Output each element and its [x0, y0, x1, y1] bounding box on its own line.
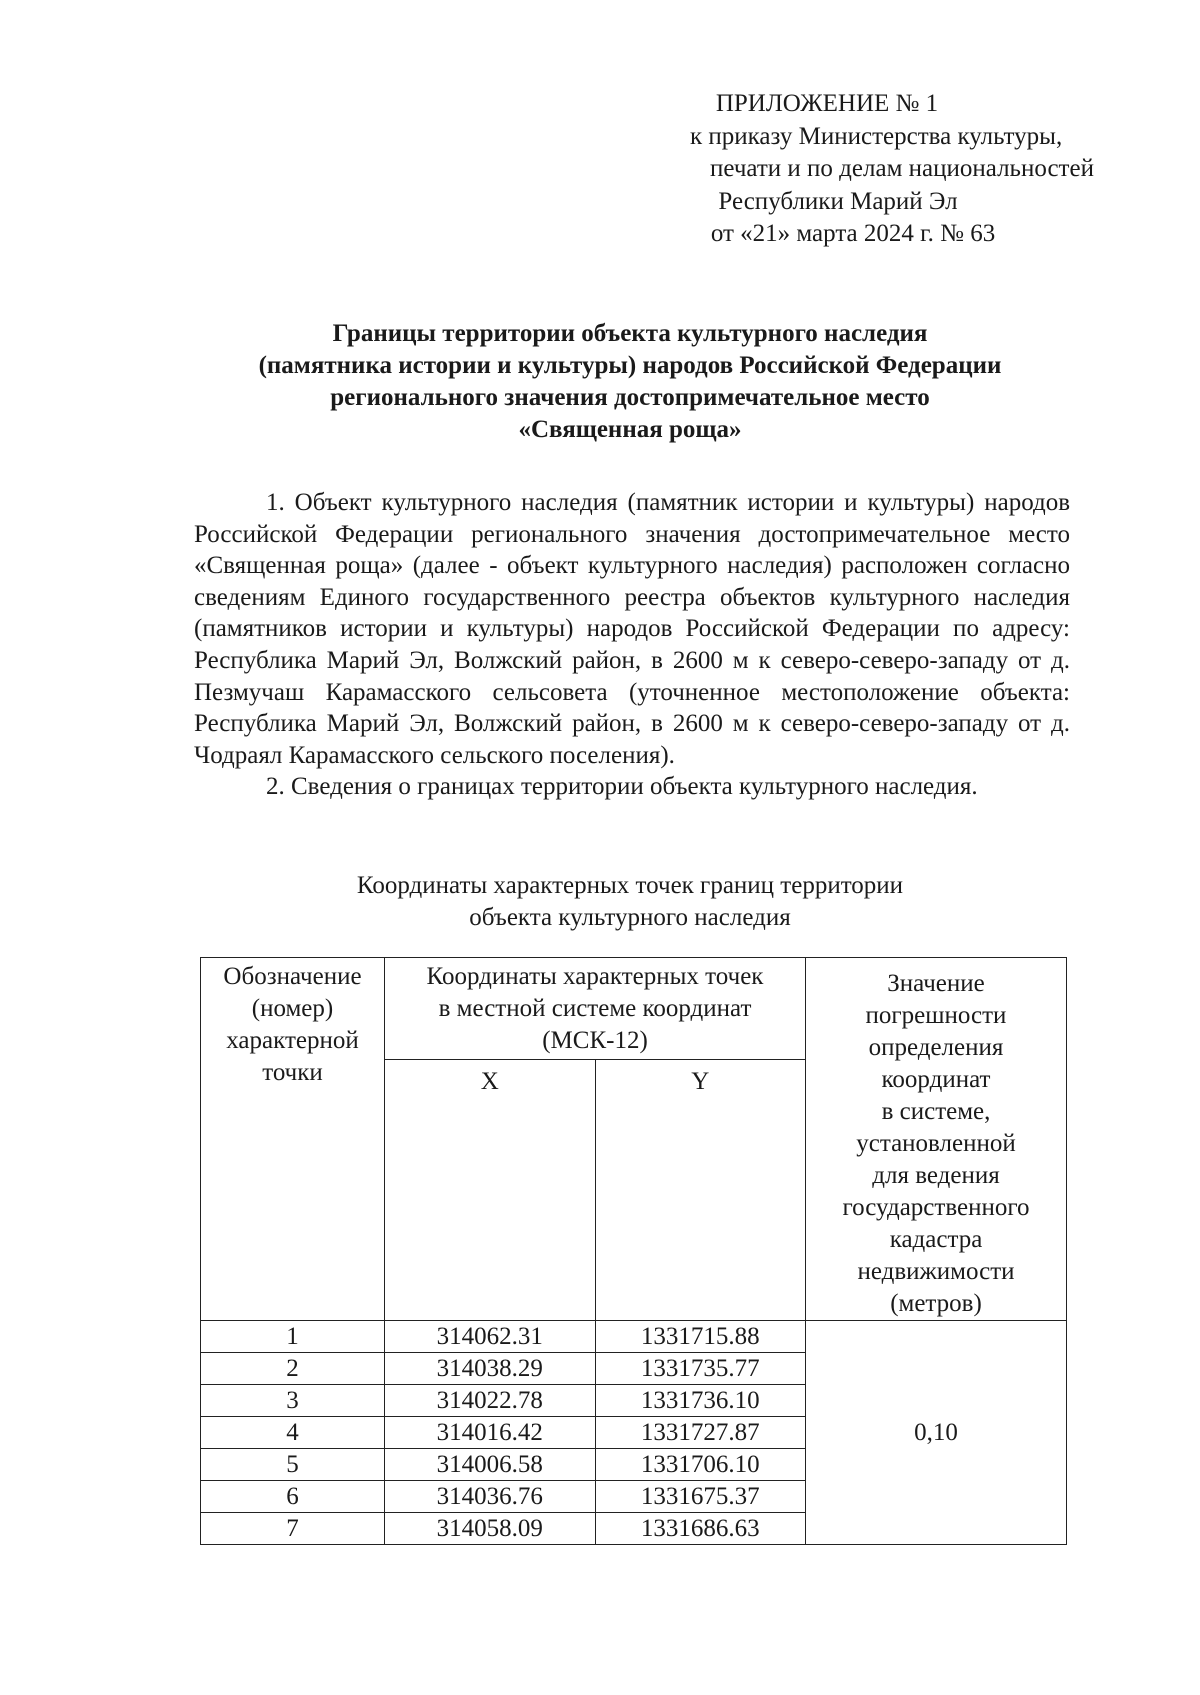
cell-y: 1331715.88	[595, 1321, 806, 1353]
cell-x: 314022.78	[385, 1385, 596, 1417]
header-point-line: характерной	[226, 1027, 359, 1054]
table-caption-line: Координаты характерных точек границ территории	[356, 872, 904, 899]
cell-y: 1331675.37	[595, 1481, 806, 1513]
cell-x: 314016.42	[385, 1417, 596, 1449]
header-error-line: координат	[881, 1066, 991, 1093]
header-y-cell: Y	[595, 1059, 806, 1320]
table-header-row	[201, 958, 1067, 1060]
cell-y: 1331727.87	[595, 1417, 806, 1449]
header-point-line: (номер)	[251, 995, 334, 1022]
header-error-cell	[806, 958, 1067, 1321]
paragraph-boundaries: 2. Сведения о границах территории объекта культурного наследия.	[266, 773, 978, 801]
header-point-line: Обозначение	[223, 963, 362, 990]
cell-x: 314006.58	[385, 1449, 596, 1481]
appendix-ministry-line: печати и по делам национальностей	[710, 155, 1094, 182]
cell-x: 314036.76	[385, 1481, 596, 1513]
header-point-line: точки	[262, 1059, 323, 1086]
header-error-line: погрешности	[865, 1002, 1007, 1029]
cell-point: 5	[201, 1449, 385, 1481]
header-error-line: для ведения	[872, 1162, 1000, 1189]
appendix-order-line: к приказу Министерства культуры,	[690, 122, 1063, 150]
header-coords-line: в местной системе координат	[438, 995, 752, 1022]
cell-error-value: 0,10	[806, 1321, 1067, 1545]
cell-point: 3	[201, 1385, 385, 1417]
coordinates-table	[200, 957, 1067, 1545]
cell-y: 1331736.10	[595, 1385, 806, 1417]
header-coords-line: (МСК-12)	[542, 1027, 648, 1054]
cell-y: 1331686.63	[595, 1513, 806, 1545]
title-line: (памятника истории и культуры) народов Российской Федерации	[258, 352, 1002, 379]
cell-point: 7	[201, 1513, 385, 1545]
cell-point: 4	[201, 1417, 385, 1449]
header-error-line: определения	[868, 1034, 1004, 1061]
appendix-title: ПРИЛОЖЕНИЕ № 1	[715, 90, 939, 117]
title-line: «Священная роща»	[518, 416, 742, 443]
cell-point: 2	[201, 1353, 385, 1385]
cell-point: 1	[201, 1321, 385, 1353]
cell-x: 314058.09	[385, 1513, 596, 1545]
header-point-cell	[201, 958, 385, 1321]
title-line: регионального значения достопримечательное место	[330, 384, 930, 411]
header-coords-line: Координаты характерных точек	[426, 963, 764, 990]
header-error-line: установленной	[856, 1130, 1016, 1157]
cell-point: 6	[201, 1481, 385, 1513]
table-row	[201, 1321, 1067, 1353]
header-error-line: Значение	[887, 970, 985, 997]
appendix-republic-line: Республики Марий Эл	[718, 187, 958, 215]
title-line: Границы территории объекта культурного наследия	[332, 320, 928, 347]
cell-x: 314062.31	[385, 1321, 596, 1353]
cell-y: 1331735.77	[595, 1353, 806, 1385]
header-x-cell: X	[385, 1059, 596, 1320]
table-caption	[200, 870, 1060, 934]
appendix-date-line: от «21» марта 2024 г. № 63	[710, 220, 996, 247]
cell-y: 1331706.10	[595, 1449, 806, 1481]
paragraph-location: 1. Объект культурного наследия (памятник истории и культуры) народов Российской Федерации регионального значения достопримечательное место «Священная роща» (далее - объект культурного наследия) расположен согласно сведениям Единого государственного реестра объектов культурного наследия (памятников истории и культуры) народов Российской Федерации по адресу: Республика Марий Эл, Волжский район, в 2600 м к северо-северо-западу от д. Пезмучаш Карамасского сельсовета (уточненное местоположение объекта: Республика Марий Эл, Волжский район, в 2600 м к северо-северо-западу от д. Чодраял Карамасского сельского поселения).	[194, 489, 1070, 769]
appendix-header	[650, 88, 1094, 251]
header-error-line: недвижимости	[857, 1258, 1015, 1285]
body-text	[194, 487, 1070, 803]
cell-x: 314038.29	[385, 1353, 596, 1385]
header-error-line: в системе,	[881, 1098, 991, 1125]
header-error-line: кадастра	[889, 1226, 983, 1253]
header-error-line: (метров)	[890, 1290, 982, 1317]
table-caption-line: объекта культурного наследия	[469, 904, 791, 931]
document-title	[190, 318, 1070, 446]
header-coords-cell	[385, 958, 806, 1060]
header-error-line: государственного	[842, 1194, 1030, 1221]
